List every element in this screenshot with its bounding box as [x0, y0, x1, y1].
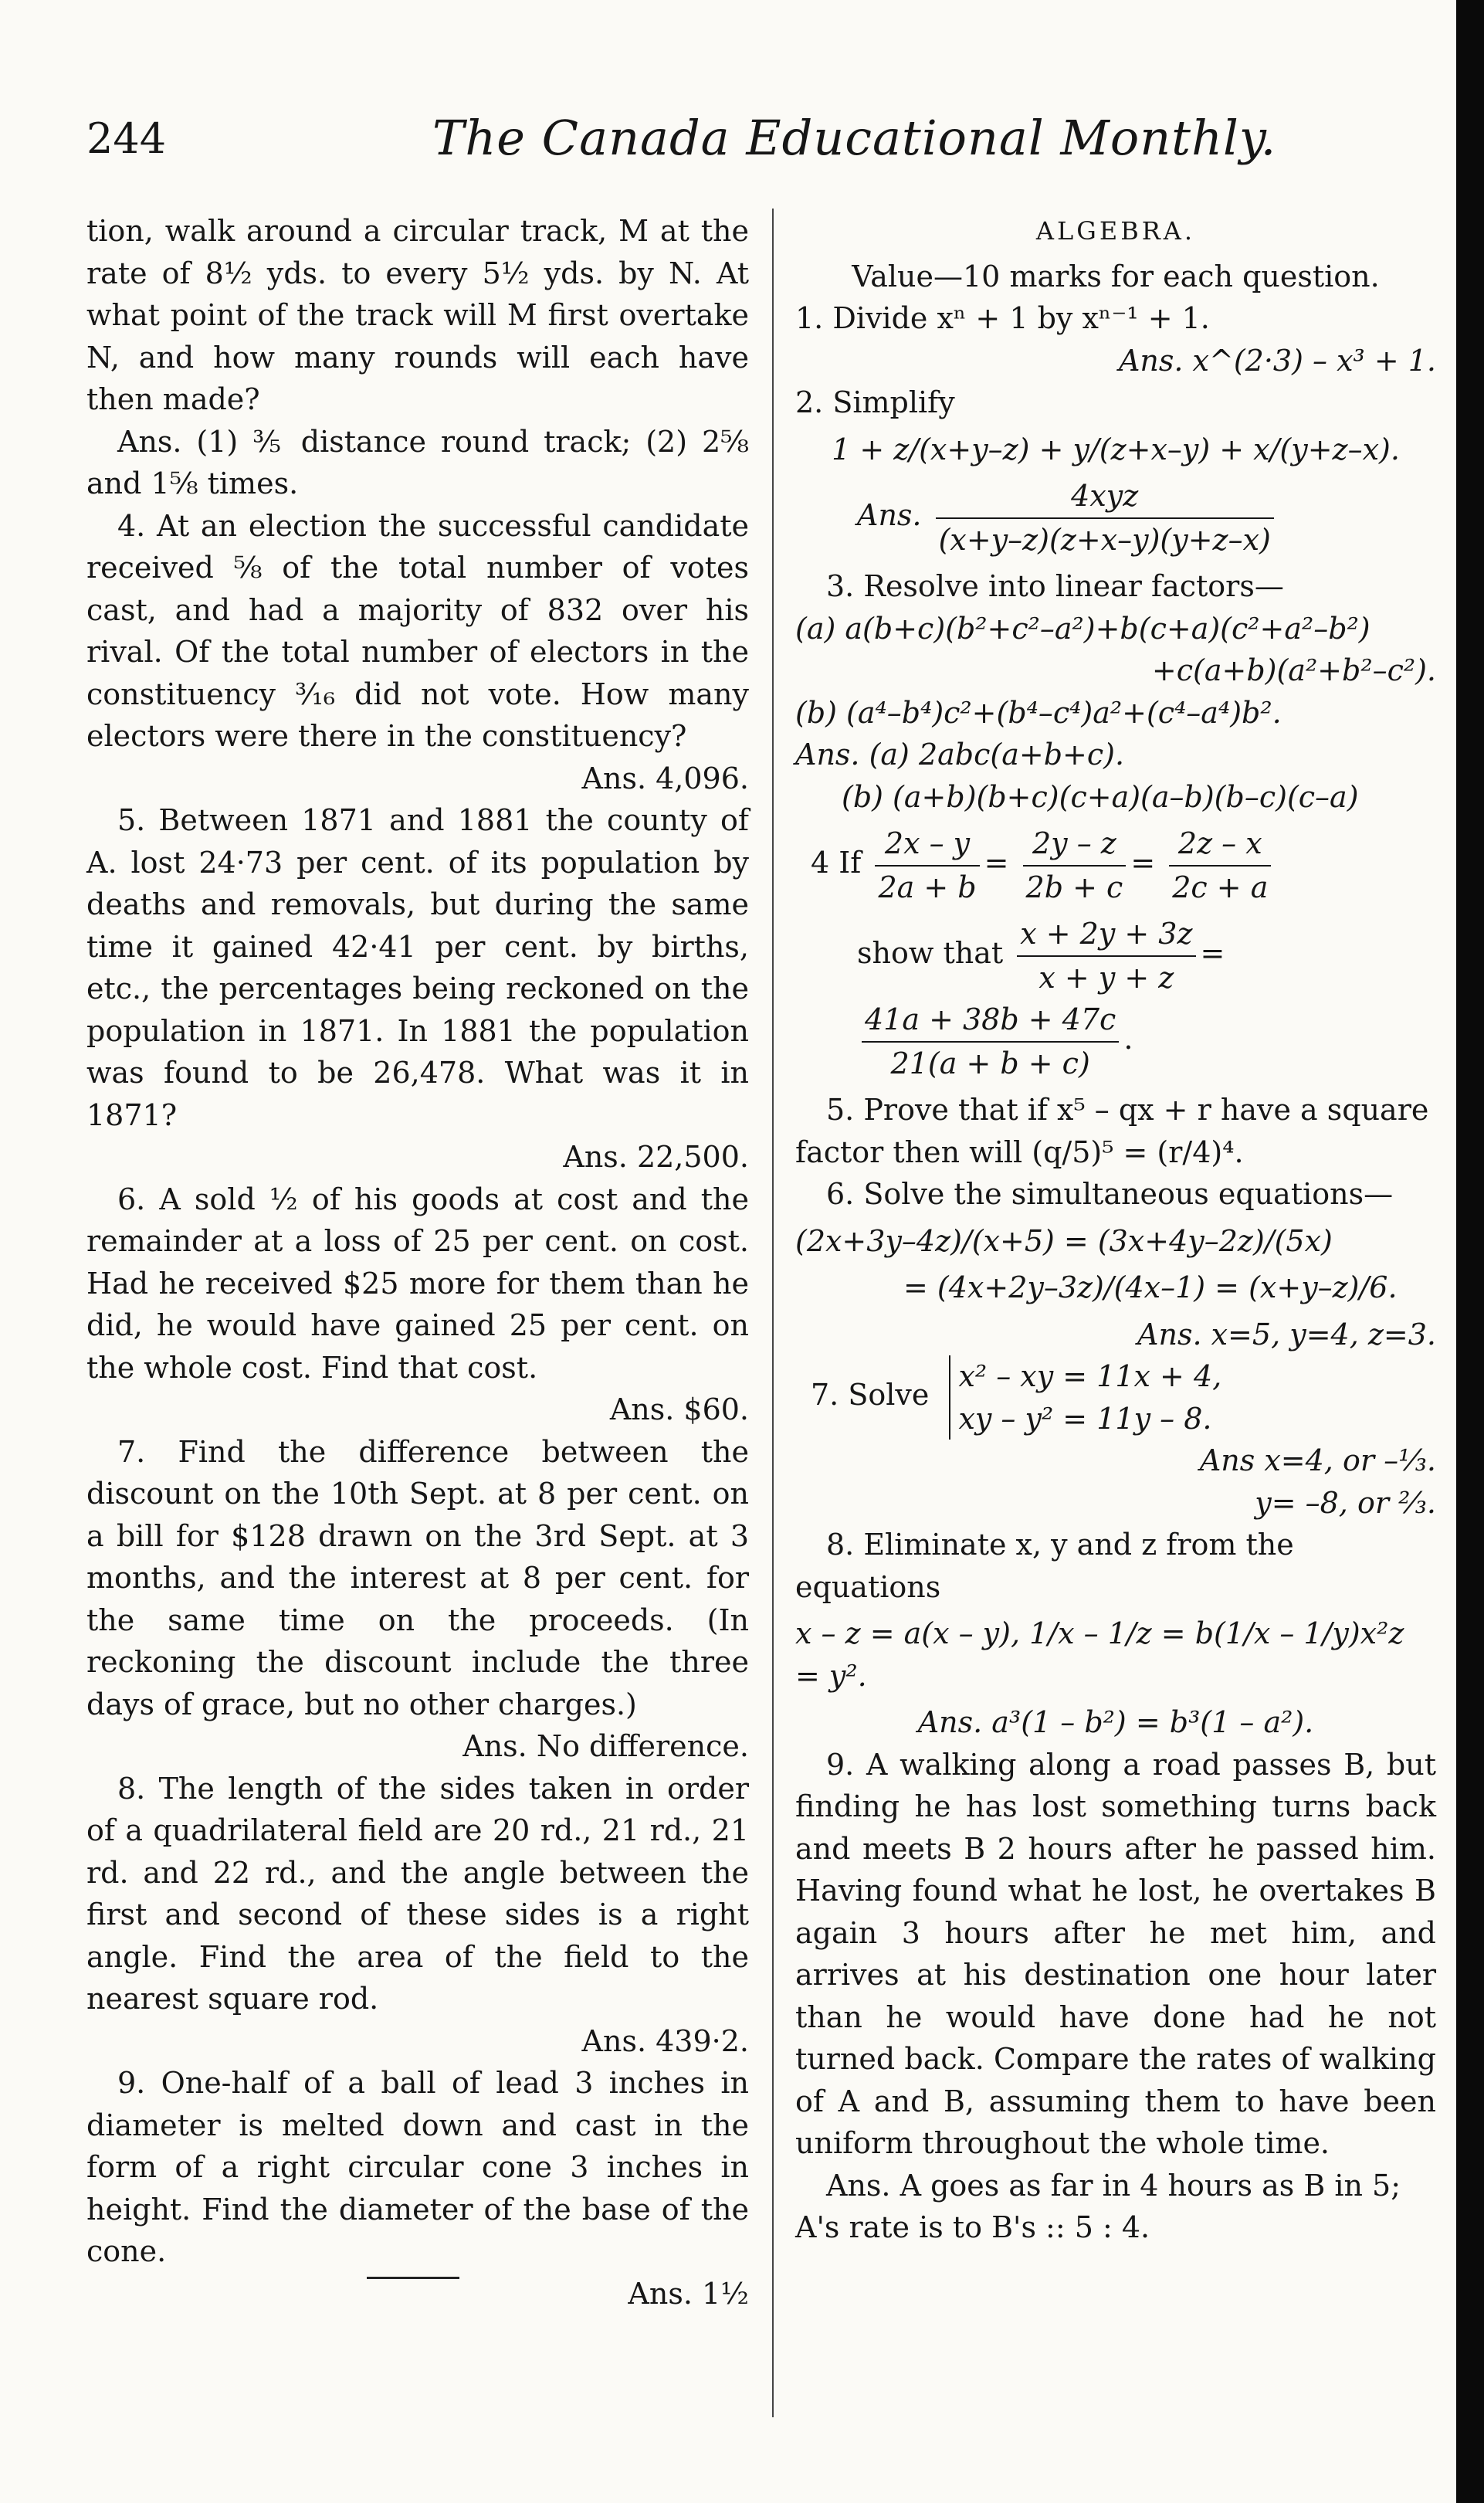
question-7-equation-2: xy – y² = 11y – 8.: [958, 1401, 1212, 1436]
question-2-answer: [795, 475, 1436, 561]
question-4-condition: 4 If $\frac{2x - y}{2a + b}$ = $\frac{2y - z}{2b + c}$ = $\frac{2z - x}{2c + a}$: [795, 822, 1436, 908]
question-5-line-1: 5. Prove that if x⁵ – qx + r have a square: [826, 1093, 1429, 1127]
question-5-line-2: factor then will (q/5)⁵ = (r/4)⁴.: [795, 1134, 1244, 1169]
fraction-numerator: 2x – y: [875, 822, 979, 867]
problem-5: 5. Between 1871 and 1881 the county of A. lost 24·73 per cent. of its population by deaths and removals, but during the same time it gained 42·41 per cent. by births, etc., the percentages being reckoned on the population in 1871. In 1881 the population was found to be 26,478. What was it in 1871?: [86, 803, 749, 1132]
problem-9: 9. One-half of a ball of lead 3 inches in diameter is melted down and cast in the form of a right circular cone 3 inches in height. Find the diameter of the base of the cone.: [86, 2066, 749, 2268]
answer-6: Ans. $60.: [609, 1392, 749, 1426]
running-title: The Canada Educational Monthly.: [432, 110, 1277, 166]
fraction-denominator: 21(a + b + c): [890, 1046, 1090, 1080]
fraction-1: [875, 822, 979, 908]
question-1-answer: Ans. x^(2·3) – x³ + 1.: [1118, 343, 1436, 378]
fraction-left: [1017, 913, 1195, 999]
question-4-intro: 4 If: [811, 846, 862, 880]
question-3-answer-a: Ans. (a) 2abc(a+b+c).: [795, 738, 1125, 772]
question-1: 1. Divide xⁿ + 1 by xⁿ⁻¹ + 1.: [795, 301, 1210, 335]
fraction-denominator: 2c + a: [1172, 870, 1269, 904]
question-9-answer-1: Ans. A goes as far in 4 hours as B in 5;: [826, 2168, 1401, 2203]
question-3: 3. Resolve into linear factors—: [826, 569, 1284, 603]
left-column: [86, 210, 749, 2315]
answer-5: Ans. 22,500.: [563, 1140, 749, 1174]
question-2: 2. Simplify: [795, 385, 955, 419]
question-6-equation-2: = (4x+2y–3z)/(4x–1) = (x+y–z)/6.: [903, 1270, 1398, 1304]
fraction-numerator: 4xyz: [936, 475, 1274, 519]
problem-6: 6. A sold ½ of his goods at cost and the remainder at a loss of 25 per cent. on cost. Had he received $25 more for them than he did, he would have gained 25 per cent. on the whole cost. Find that cost.: [86, 1182, 749, 1385]
answer-label: Ans.: [857, 498, 922, 532]
answer-continued: Ans. (1) ⅗ distance round track; (2) 2⅝ and 1⅝ times.: [86, 424, 749, 500]
page-number: 244: [86, 114, 167, 163]
question-7-system: [949, 1355, 1221, 1440]
question-7-label: 7. Solve: [811, 1378, 930, 1412]
section-end-rule: [367, 2277, 459, 2279]
fraction-numerator: 2y – z: [1023, 822, 1127, 867]
question-7-answer-x: Ans x=4, or –⅓.: [1199, 1443, 1436, 1477]
question-2-answer-fraction: [936, 475, 1274, 561]
fraction-denominator: x + y + z: [1038, 960, 1174, 995]
fraction-denominator: 2b + c: [1025, 870, 1123, 904]
fraction-3: [1169, 822, 1271, 908]
question-8-expression: x – z = a(x – y), 1/x – 1/z = b(1/x – 1/y)x²z = y².: [795, 1616, 1404, 1693]
fraction-numerator: 2z – x: [1169, 822, 1271, 867]
section-heading: ALGEBRA.: [1035, 216, 1196, 246]
column-divider: [772, 209, 774, 2417]
answer-8: Ans. 439·2.: [581, 2023, 749, 2058]
question-6-equation-1: (2x+3y–4z)/(x+5) = (3x+4y–2z)/(5x): [795, 1223, 1333, 1258]
question-2-expression: 1 + z/(x+y–z) + y/(z+x–y) + x/(y+z–x).: [832, 432, 1400, 466]
answer-4: Ans. 4,096.: [581, 761, 749, 795]
question-8: 8. Eliminate x, y and z from the equations: [795, 1528, 1294, 1604]
right-column: [795, 210, 1436, 2249]
fraction-numerator: 41a + 38b + 47c: [862, 999, 1119, 1043]
question-7-answer-y: y= –8, or ⅔.: [1255, 1485, 1436, 1520]
question-3a-line-1: (a) a(b+c)(b²+c²–a²)+b(c+a)(c²+a²–b²): [795, 611, 1370, 646]
question-8-answer: Ans. a³(1 – b²) = b³(1 – a²).: [917, 1705, 1314, 1739]
fraction-2: [1023, 822, 1127, 908]
answer-7: Ans. No difference.: [462, 1729, 749, 1763]
question-6-answer: Ans. x=5, y=4, z=3.: [1137, 1317, 1436, 1352]
question-7-equation-1: x² – xy = 11x + 4,: [958, 1359, 1222, 1393]
question-7: [795, 1355, 1436, 1440]
page-edge-shadow: [1456, 0, 1484, 2503]
answer-9: Ans. 1½: [628, 2276, 749, 2311]
fraction-right: [862, 999, 1119, 1084]
fraction-denominator: (x+y–z)(z+x–y)(y+z–x): [938, 522, 1271, 557]
problem-8: 8. The length of the sides taken in order of a quadrilateral field are 20 rd., 21 rd., 21 rd. and 22 rd., and the angle between the first and second of these sides is a right angle. Find the area of the field to the nearest square rod.: [86, 1771, 749, 2016]
problem-7: 7. Find the difference between the discount on the 10th Sept. at 8 per cent. on a bill for $128 drawn on the 3rd Sept. at 3 months, and the interest at 8 per cent. for the same time on the proceeds. (In reckoning the discount include the three days of grace, but no other charges.): [86, 1434, 749, 1721]
question-4-conclusion: show that $\frac{x + 2y + 3z}{x + y + z}$ = $\frac{41a + 38b + 47c}{21(a + b + c)}$ .: [795, 913, 1436, 1084]
question-3-answer-b: (b) (a+b)(b+c)(c+a)(a–b)(b–c)(c–a): [842, 779, 1359, 814]
problem-continued: tion, walk around a circular track, M at the rate of 8½ yds. to every 5½ yds. by N. At what point of the track will M first overtake N, and how many rounds will each have then made?: [86, 214, 749, 416]
question-9: 9. A walking along a road passes B, but finding he has lost something turns back and meets B 2 hours after he passed him. Having found what he lost, he overtakes B again 3 hours after he met him, and arrives at his destination one hour later than he would have done had he not turned back. Compare the rates of walking of A and B, assuming them to have been uniform throughout the whole time.: [795, 1747, 1436, 2160]
question-6: 6. Solve the simultaneous equations—: [826, 1177, 1394, 1211]
fraction-denominator: 2a + b: [878, 870, 977, 904]
value-line: Value—10 marks for each question.: [852, 259, 1380, 293]
fraction-numerator: x + 2y + 3z: [1017, 913, 1195, 957]
show-that-label: show that: [857, 936, 1004, 970]
problem-4: 4. At an election the successful candidate received ⅝ of the total number of votes cast, and had a majority of 832 over his rival. Of the total number of electors in the constituency ³⁄₁₆ did not vote. How many electors were there in the constituency?: [86, 508, 749, 753]
question-3b: (b) (a⁴–b⁴)c²+(b⁴–c⁴)a²+(c⁴–a⁴)b².: [795, 695, 1282, 730]
question-3a-line-2: +c(a+b)(a²+b²–c²).: [1151, 653, 1436, 687]
question-9-answer-2: A's rate is to B's :: 5 : 4.: [795, 2210, 1150, 2244]
